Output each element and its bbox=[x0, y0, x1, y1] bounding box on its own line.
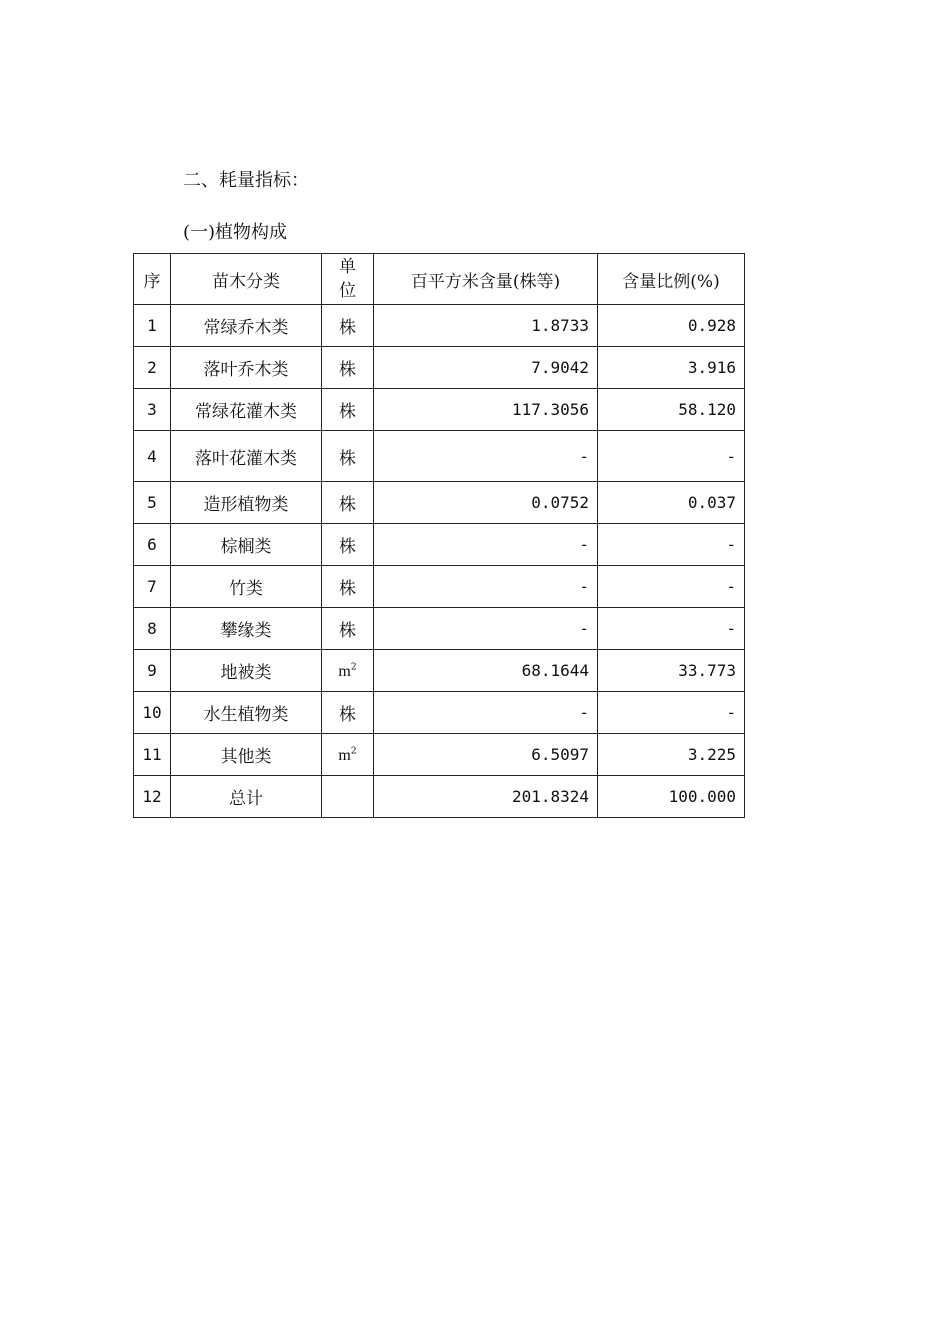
table-row bbox=[134, 431, 745, 482]
cell-index: 5 bbox=[134, 482, 171, 524]
cell-amount: - bbox=[374, 692, 598, 734]
cell-category: 棕榈类 bbox=[171, 524, 322, 566]
cell-amount: 117.3056 bbox=[374, 389, 598, 431]
unit-superscript: 2 bbox=[350, 661, 357, 672]
cell-category: 攀缘类 bbox=[171, 608, 322, 650]
cell-ratio: 33.773 bbox=[598, 650, 745, 692]
table-row bbox=[134, 734, 745, 776]
cell-amount: 6.5097 bbox=[374, 734, 598, 776]
cell-amount: 201.8324 bbox=[374, 776, 598, 818]
cell-unit bbox=[322, 347, 374, 389]
cell-ratio: 0.928 bbox=[598, 305, 745, 347]
cell-unit bbox=[322, 692, 374, 734]
cell-category: 造形植物类 bbox=[171, 482, 322, 524]
table-row bbox=[134, 608, 745, 650]
header-unit bbox=[322, 254, 374, 305]
cell-ratio: - bbox=[598, 524, 745, 566]
unit-text: m bbox=[338, 746, 351, 764]
cell-ratio: 0.037 bbox=[598, 482, 745, 524]
section-heading: 二、耗量指标： bbox=[183, 170, 309, 191]
cell-category: 其他类 bbox=[171, 734, 322, 776]
table-row bbox=[134, 566, 745, 608]
cell-index: 7 bbox=[134, 566, 171, 608]
cell-unit bbox=[322, 734, 374, 776]
header-amount: 百平方米含量(株等) bbox=[374, 254, 598, 305]
unit-text: 株 bbox=[339, 318, 356, 338]
table-row bbox=[134, 305, 745, 347]
cell-amount: 68.1644 bbox=[374, 650, 598, 692]
cell-amount: 1.8733 bbox=[374, 305, 598, 347]
cell-unit bbox=[322, 650, 374, 692]
cell-index: 11 bbox=[134, 734, 171, 776]
unit-text: 株 bbox=[339, 705, 356, 725]
cell-category: 地被类 bbox=[171, 650, 322, 692]
cell-amount: - bbox=[374, 566, 598, 608]
cell-unit bbox=[322, 524, 374, 566]
table-row bbox=[134, 692, 745, 734]
header-unit-line1: 单 bbox=[339, 257, 356, 277]
unit-text: 株 bbox=[339, 495, 356, 515]
cell-ratio: 100.000 bbox=[598, 776, 745, 818]
cell-amount: - bbox=[374, 524, 598, 566]
cell-index: 9 bbox=[134, 650, 171, 692]
cell-index: 4 bbox=[134, 431, 171, 482]
cell-ratio: 58.120 bbox=[598, 389, 745, 431]
cell-category: 落叶乔木类 bbox=[171, 347, 322, 389]
header-ratio: 含量比例(%) bbox=[598, 254, 745, 305]
cell-ratio: 3.916 bbox=[598, 347, 745, 389]
plant-composition-table bbox=[133, 253, 745, 818]
cell-unit bbox=[322, 776, 374, 818]
cell-category: 常绿花灌木类 bbox=[171, 389, 322, 431]
cell-unit bbox=[322, 389, 374, 431]
cell-unit bbox=[322, 431, 374, 482]
unit-text: 株 bbox=[339, 621, 356, 641]
table-row bbox=[134, 650, 745, 692]
sub-heading: (一)植物构成 bbox=[183, 222, 288, 243]
cell-amount: - bbox=[374, 431, 598, 482]
unit-text: 株 bbox=[339, 579, 356, 599]
cell-category: 落叶花灌木类 bbox=[171, 431, 322, 482]
cell-ratio: - bbox=[598, 566, 745, 608]
unit-superscript: 2 bbox=[350, 745, 357, 756]
cell-index: 10 bbox=[134, 692, 171, 734]
unit-text: 株 bbox=[339, 402, 356, 422]
cell-unit bbox=[322, 566, 374, 608]
header-index: 序 bbox=[134, 254, 171, 305]
unit-text: 株 bbox=[339, 448, 356, 469]
unit-text: 株 bbox=[339, 360, 356, 380]
cell-ratio: 3.225 bbox=[598, 734, 745, 776]
cell-index: 3 bbox=[134, 389, 171, 431]
header-category: 苗木分类 bbox=[171, 254, 322, 305]
cell-category: 竹类 bbox=[171, 566, 322, 608]
cell-unit bbox=[322, 608, 374, 650]
cell-amount: - bbox=[374, 608, 598, 650]
cell-index: 6 bbox=[134, 524, 171, 566]
table-row bbox=[134, 482, 745, 524]
cell-ratio: - bbox=[598, 431, 745, 482]
cell-unit bbox=[322, 482, 374, 524]
cell-index: 8 bbox=[134, 608, 171, 650]
header-unit-line2: 位 bbox=[339, 281, 356, 301]
cell-index: 12 bbox=[134, 776, 171, 818]
cell-unit bbox=[322, 305, 374, 347]
cell-index: 1 bbox=[134, 305, 171, 347]
cell-index: 2 bbox=[134, 347, 171, 389]
cell-category: 水生植物类 bbox=[171, 692, 322, 734]
unit-text: 株 bbox=[339, 537, 356, 557]
table-header-row bbox=[134, 254, 745, 305]
cell-ratio: - bbox=[598, 608, 745, 650]
cell-ratio: - bbox=[598, 692, 745, 734]
cell-amount: 7.9042 bbox=[374, 347, 598, 389]
cell-category: 总计 bbox=[171, 776, 322, 818]
table-row bbox=[134, 524, 745, 566]
table-row bbox=[134, 347, 745, 389]
cell-amount: 0.0752 bbox=[374, 482, 598, 524]
cell-category: 常绿乔木类 bbox=[171, 305, 322, 347]
unit-text: m bbox=[338, 662, 351, 680]
table-row bbox=[134, 389, 745, 431]
table-row bbox=[134, 776, 745, 818]
